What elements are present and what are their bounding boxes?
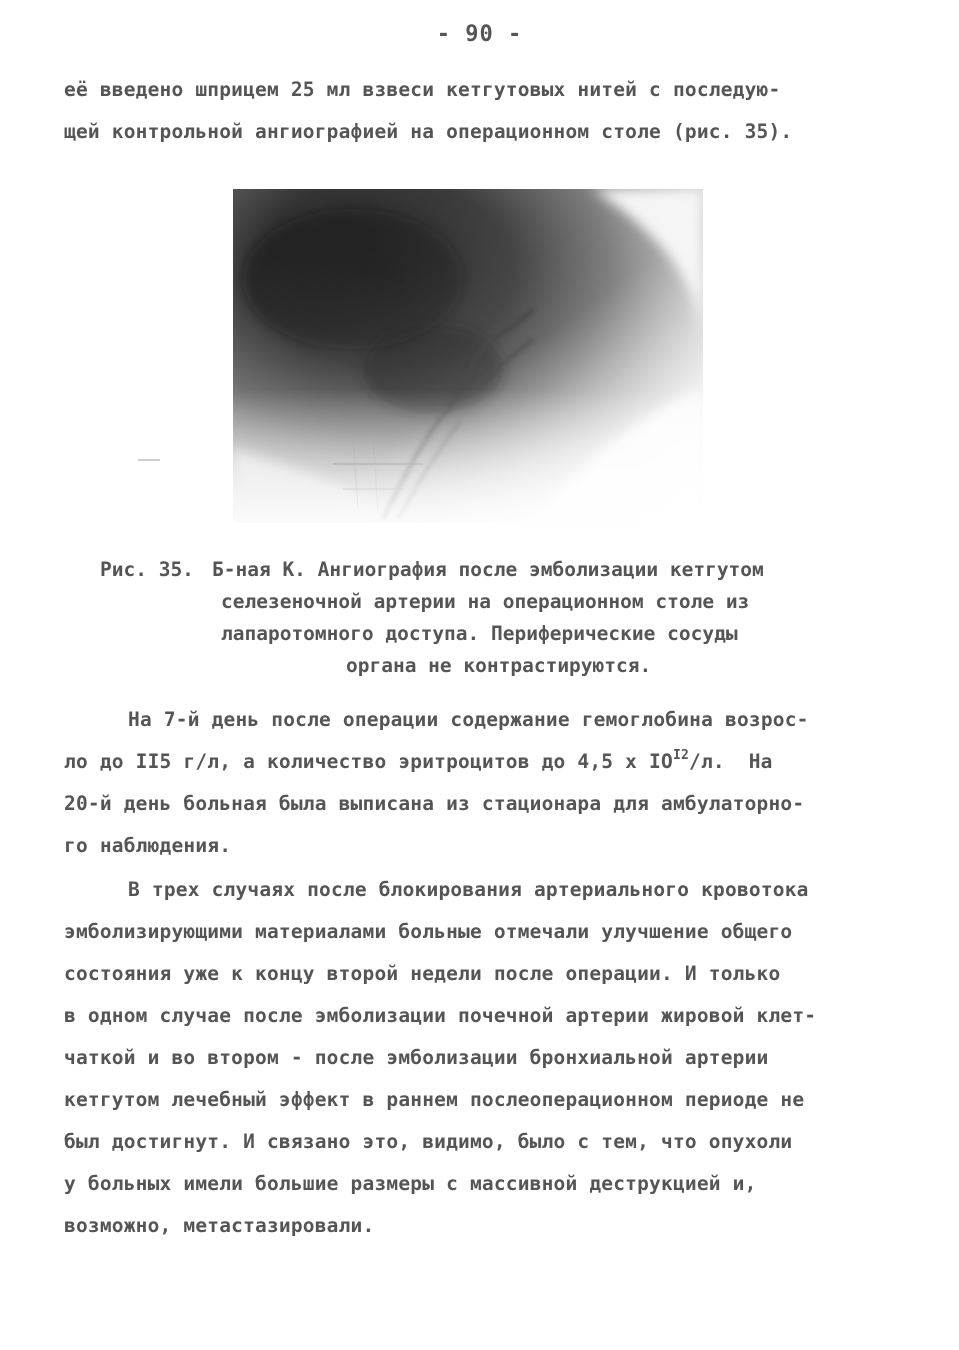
paragraph2-line-7: был достигнут. И связано это, видимо, было с тем, что опухоли [64,1130,793,1153]
paragraph2-line-1: В трех случаях после блокирования артериального кровотока [128,878,809,901]
figure-caption-line-2: селезеночной артерии на операционном столе из [221,590,750,613]
paragraph2-line-9: возможно, метастазировали. [64,1214,375,1237]
paragraph1-line-3: 20-й день больная была выписана из стационара для амбулаторно- [64,792,805,815]
page-number: - 90 - [436,22,523,47]
paragraph1-line-2-end: /л. На [689,750,773,773]
paragraph2-line-3: состояния уже к концу второй недели после операции. И только [64,962,781,985]
paragraph2-line-8: у больных имели большие размеры с массивной деструкцией и, [64,1172,757,1195]
angiography-image [233,189,703,523]
paragraph1-line-2 [64,748,773,773]
paragraph2-line-6: кетгутом лечебный эффект в раннем послеоперационном периоде не [64,1088,805,1111]
paragraph1-line-4: го наблюдения. [64,834,232,857]
figure-caption-line-4: органа не контрастируются. [346,654,652,677]
paragraph2-line-5: чаткой и во втором - после эмболизации бронхиальной артерии [64,1046,769,1069]
paragraph2-line-4: в одном случае после эмболизации почечной артерии жировой клет- [64,1004,817,1027]
exponent: I2 [672,748,690,763]
paragraph1-line-1: На 7-й день после операции содержание гемоглобина возрос- [128,708,809,731]
paragraph2-line-2: эмболизирующими материалами больные отмечали улучшение общего [64,920,793,943]
paragraph1-line-2-text: ло до II5 г/л, а количество эритроцитов до 4,5 х IO [64,750,673,773]
intro-line-2: щей контрольной ангиографией на операционном столе (рис. 35). [64,120,793,143]
figure-caption-line-3: лапаротомного доступа. Периферические сосуды [221,622,738,645]
intro-line-1: её введено шприцем 25 мл взвеси кетгутовых нитей с последую- [64,78,781,101]
margin-mark [138,459,160,461]
figure-caption-line-1: Б-ная К. Ангиография после эмболизации кетгутом [212,558,764,581]
figure-caption-label: Рис. 35. [100,558,194,581]
